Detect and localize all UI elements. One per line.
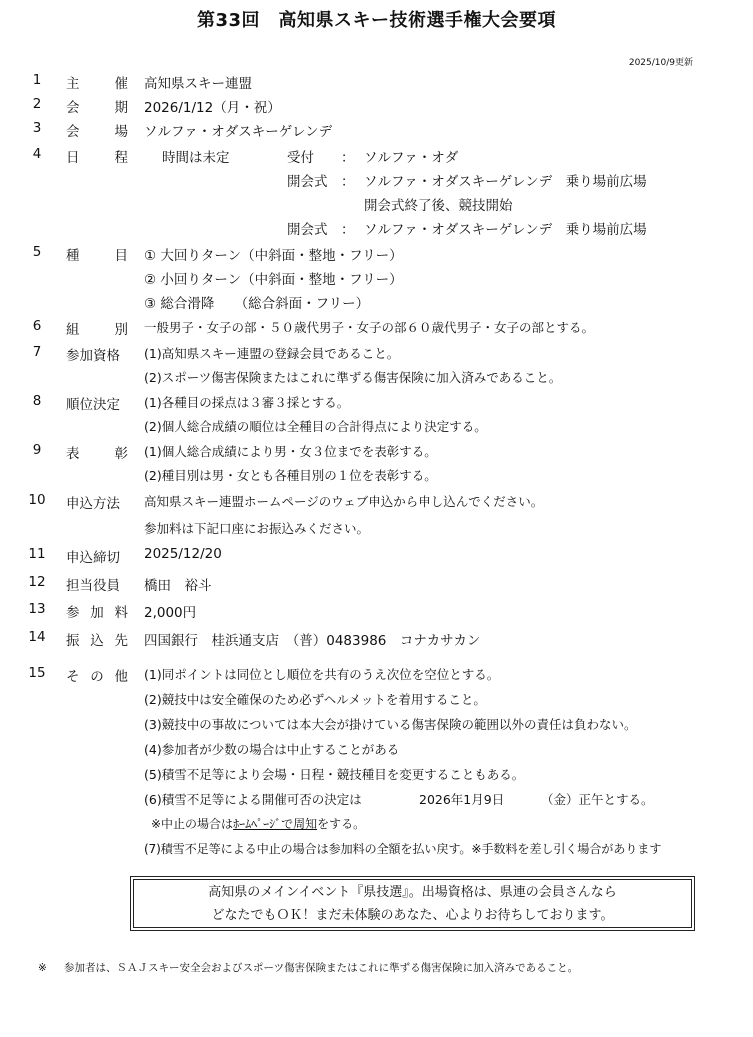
item-eligibility	[0, 344, 753, 368]
item-classes	[0, 318, 753, 342]
item-row	[0, 790, 753, 814]
item-line: (1)個人総合成績により男・女３位までを表彰する。	[144, 444, 437, 459]
schedule-colon: ：	[341, 174, 355, 190]
item-fee	[0, 601, 753, 625]
item-number: 3	[32, 120, 42, 136]
item-row	[0, 466, 753, 490]
item-number: 5	[32, 244, 42, 260]
updated-date: 2025/10/9更新	[628, 58, 693, 68]
item-text: 高知県スキー連盟	[144, 76, 252, 92]
note-emphasis: ﾎｰﾑﾍﾟｰｼﾞで周知	[233, 817, 318, 831]
schedule-colon: ：	[341, 150, 355, 166]
item-text: 橋田 裕斗	[144, 578, 212, 594]
item-label: 組 別	[66, 322, 128, 338]
item-number: 1	[32, 72, 42, 88]
item-line: (3)競技中の事故については本大会が掛けている傷害保険の範囲以外の責任は負わない。	[144, 717, 637, 732]
item-number: 8	[32, 393, 42, 409]
item-line: (2)スポーツ傷害保険またはこれに準ずる傷害保険に加入済みであること。	[144, 370, 562, 385]
item-number: 6	[32, 318, 42, 334]
item-label: 主 催	[66, 76, 128, 92]
item-number: 12	[28, 574, 46, 590]
item-label: 順位決定	[66, 397, 120, 413]
item-text: 2025/12/20	[144, 546, 222, 562]
item-line: (5)積雪不足等により会場・日程・競技種目を変更することもある。	[144, 767, 525, 782]
footnote-mark: ※	[38, 962, 47, 974]
item-application	[0, 492, 753, 516]
item-label: 表 彰	[66, 446, 128, 462]
item-organizer	[0, 72, 753, 96]
item-number: 4	[32, 146, 42, 162]
item-bank	[0, 629, 753, 653]
item-number: 11	[28, 546, 46, 562]
item-row	[0, 840, 753, 864]
item-number: 2	[32, 96, 42, 112]
decision-time: （金）正午とする。	[541, 792, 654, 807]
item-number: 13	[28, 601, 46, 617]
item-text: 一般男子・女子の部・５０歳代男子・女子の部６０歳代男子・女子の部とする。	[144, 320, 595, 335]
item-venue	[0, 120, 753, 144]
item-row	[0, 715, 753, 739]
item-label: 会 場	[66, 124, 128, 140]
item-deadline	[0, 546, 753, 570]
event-row	[0, 268, 753, 292]
item-label: 申込締切	[66, 550, 120, 566]
item-line: 高知県スキー連盟ホームページのウェブ申込から申し込んでください。	[144, 494, 544, 509]
item-row	[0, 765, 753, 789]
notice-line: 高知県のメインイベント『県技選』。出場資格は、県連の会員さんなら	[208, 885, 617, 900]
item-label: そ の 他	[66, 669, 128, 685]
item-text: 2,000円	[144, 605, 197, 621]
item-line: (1)高知県スキー連盟の登録会員であること。	[144, 346, 400, 361]
notice-inner	[133, 879, 692, 928]
schedule-text: ソルファ・オダスキーゲレンデ 乗り場前広場	[364, 174, 647, 190]
item-line: (7)積雪不足等による中止の場合は参加料の全額を払い戻す。※手数料を差し引く場合があります	[144, 842, 662, 856]
item-row	[0, 519, 753, 543]
event-row	[0, 292, 753, 316]
item-awards	[0, 442, 753, 466]
note-text: をする。	[317, 817, 366, 831]
schedule-text: ソルファ・オダスキーゲレンデ 乗り場前広場	[364, 222, 647, 238]
event-line: ① 大回りターン（中斜面・整地・フリー）	[144, 248, 403, 264]
item-events	[0, 244, 753, 268]
note-text: ※中止の場合は	[151, 817, 234, 831]
item-label: 振 込 先	[66, 633, 128, 649]
schedule-text: ソルファ・オダ	[364, 150, 459, 166]
schedule-name: 開会式	[287, 174, 328, 190]
item-number: 10	[28, 492, 46, 508]
schedule-row	[0, 170, 753, 194]
item-number: 15	[28, 665, 46, 681]
schedule-colon: ：	[341, 222, 355, 238]
item-text: 四国銀行 桂浜通支店 （普）0483986 コナカサカン	[144, 633, 481, 649]
decision-date: 2026年1月9日	[419, 792, 505, 807]
item-line: (2)個人総合成績の順位は全種目の合計得点により決定する。	[144, 419, 487, 434]
item-label: 会 期	[66, 100, 128, 116]
item-line: (4)参加者が少数の場合は中止することがある	[144, 742, 400, 757]
item-row	[0, 417, 753, 441]
page-title: 第33回 高知県スキー技術選手権大会要項	[196, 10, 557, 31]
cancel-note	[0, 815, 753, 839]
notice-line: どなたでもＯＫ！まだ未体験のあなた、心よりお待ちしております。	[211, 908, 614, 923]
item-line: (2)競技中は安全確保のため必ずヘルメットを着用すること。	[144, 692, 486, 707]
event-line: ② 小回りターン（中斜面・整地・フリー）	[144, 272, 403, 288]
item-number: 9	[32, 442, 42, 458]
item-label: 参加資格	[66, 348, 120, 364]
schedule-time-note: 時間は未定	[162, 150, 230, 166]
schedule-name: 開会式	[287, 222, 328, 238]
item-officer	[0, 574, 753, 598]
item-label: 種 目	[66, 248, 128, 264]
schedule-text: 開会式終了後、競技開始	[364, 198, 513, 214]
item-line: (1)同ポイントは同位とし順位を共有のうえ次位を空位とする。	[144, 667, 500, 682]
event-line: ③ 総合滑降 （総合斜面・フリー）	[144, 296, 370, 312]
item-line: (6)積雪不足等による開催可否の決定は	[144, 792, 362, 807]
item-label: 日 程	[66, 150, 128, 166]
item-label: 申込方法	[66, 496, 120, 512]
item-text: 2026/1/12（月・祝）	[144, 100, 281, 116]
item-line: (1)各種目の採点は３審３採とする。	[144, 395, 350, 410]
item-row	[0, 690, 753, 714]
item-row	[0, 740, 753, 764]
item-schedule	[0, 146, 753, 170]
item-row	[0, 368, 753, 392]
item-label: 参 加 料	[66, 605, 128, 621]
footnote-text: 参加者は、ＳＡＪスキー安全会およびスポーツ傷害保険またはこれに準ずる傷害保険に加入済みであること。	[64, 962, 579, 974]
item-text: ソルファ・オダスキーゲレンデ	[144, 124, 333, 140]
schedule-name: 受付	[287, 150, 314, 166]
item-period	[0, 96, 753, 120]
item-ranking	[0, 393, 753, 417]
item-label: 担当役員	[66, 578, 120, 594]
item-line: 参加料は下記口座にお振込みください。	[144, 521, 370, 536]
schedule-row	[0, 218, 753, 242]
item-other	[0, 665, 753, 689]
item-number: 14	[28, 629, 46, 645]
item-line: (2)種目別は男・女とも各種目別の１位を表彰する。	[144, 468, 437, 483]
schedule-row	[0, 194, 753, 218]
item-number: 7	[32, 344, 42, 360]
footnote	[38, 960, 578, 975]
notice-box	[130, 876, 695, 931]
